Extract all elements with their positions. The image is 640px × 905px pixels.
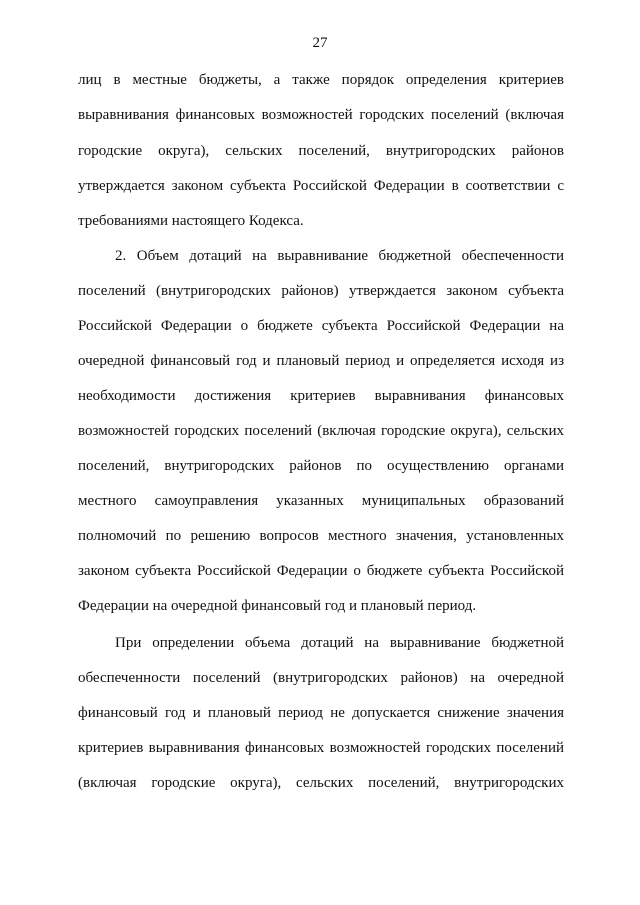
text-line: лиц в местные бюджеты, а также порядок определения критериев [78, 72, 564, 88]
text-line: обеспеченности поселений (внутригородских районов) на очередной [78, 670, 564, 686]
page-number: 27 [312, 35, 328, 51]
text-line: финансовый год и плановый период не допускается снижение значения [78, 705, 564, 721]
paragraph-first-line: При определении объема дотаций на выравнивание бюджетной [115, 635, 564, 651]
text-line: утверждается законом субъекта Российской Федерации в соответствии с [78, 178, 564, 194]
text-line: требованиями настоящего Кодекса. [78, 213, 304, 229]
text-line: поселений (внутригородских районов) утверждается законом субъекта [78, 283, 564, 299]
text-line: законом субъекта Российской Федерации о бюджете субъекта Российской [78, 563, 564, 579]
text-line: Федерации на очередной финансовый год и плановый период. [78, 598, 477, 614]
text-line: необходимости достижения критериев выравнивания финансовых [78, 388, 564, 404]
text-line: Российской Федерации о бюджете субъекта Российской Федерации на [78, 318, 564, 334]
paragraph-first-line: 2. Объем дотаций на выравнивание бюджетной обеспеченности [115, 248, 564, 264]
text-line: поселений, внутригородских районов по осуществлению органами [78, 458, 564, 474]
text-line: возможностей городских поселений (включая городские округа), сельских [78, 423, 564, 439]
text-line: (включая городские округа), сельских поселений, внутригородских [78, 775, 564, 791]
text-line: очередной финансовый год и плановый период и определяется исходя из [78, 353, 564, 369]
text-line: критериев выравнивания финансовых возможностей городских поселений [78, 740, 564, 756]
text-line: полномочий по решению вопросов местного значения, установленных [78, 528, 564, 544]
text-line: выравнивания финансовых возможностей городских поселений (включая [78, 107, 564, 123]
text-line: местного самоуправления указанных муниципальных образований [78, 493, 564, 509]
text-line: городские округа), сельских поселений, внутригородских районов [78, 143, 564, 159]
